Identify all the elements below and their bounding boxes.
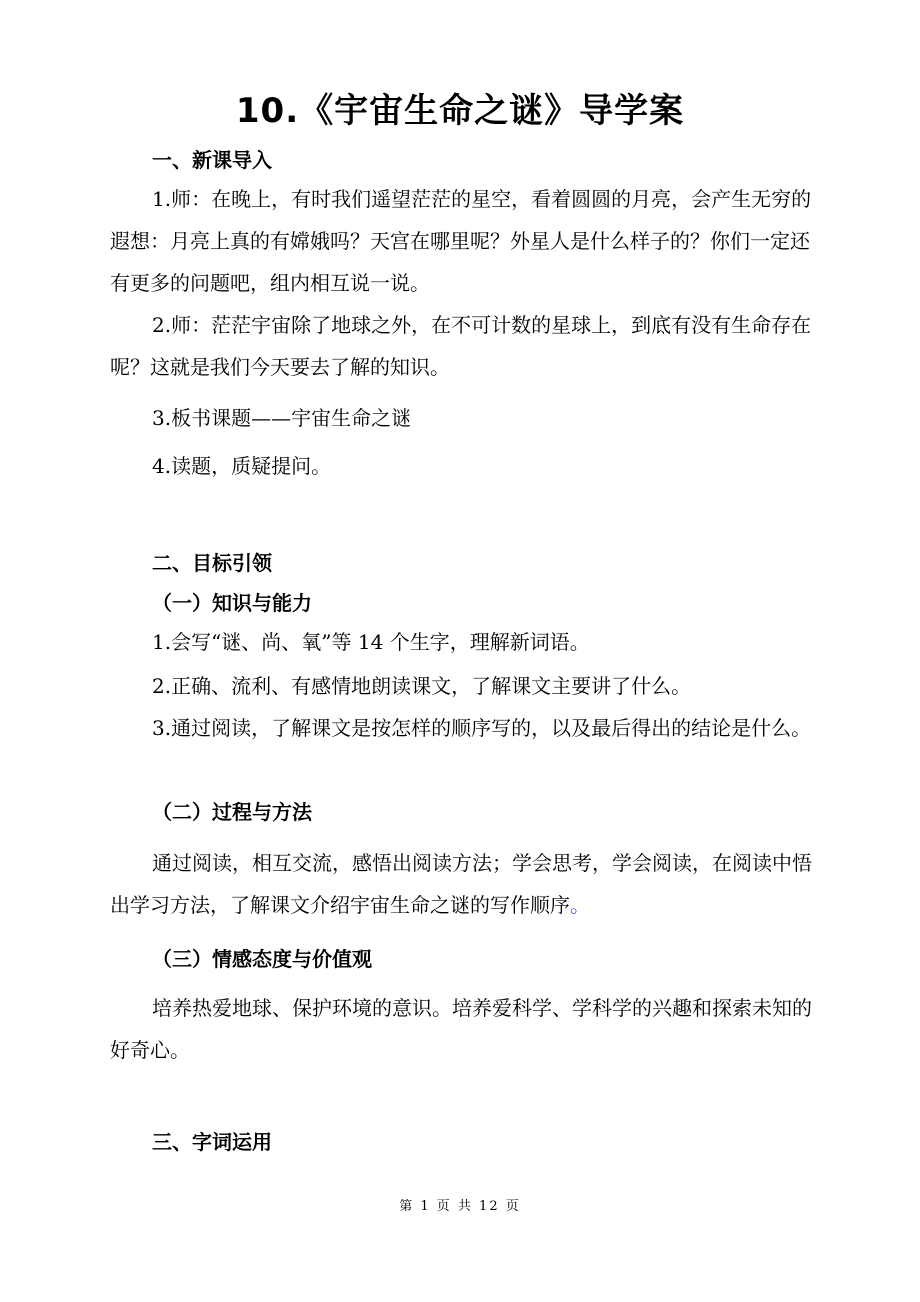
section-heading-vocabulary: 三、字词运用 <box>152 1130 272 1154</box>
method-text: 通过阅读，相互交流，感悟出阅读方法；学会思考，学会阅读，在阅读中悟出学习方法，了解课文介绍宇宙生命之谜的写作顺序 <box>110 851 812 917</box>
goal-item-1: 1.会写“谜、尚、氧”等 14 个生字，理解新词语。 <box>152 630 590 654</box>
section-heading-goals: 二、目标引领 <box>152 551 272 575</box>
page-number: 第 1 页 共 12 页 <box>399 1199 521 1214</box>
goal-item-3: 3.通过阅读，了解课文是按怎样的顺序写的，以及最后得出的结论是什么。 <box>152 716 812 740</box>
section-heading-intro: 一、新课导入 <box>152 148 272 172</box>
paragraph-intro-3: 3.板书课题——宇宙生命之谜 <box>152 406 412 430</box>
paragraph-intro-2: 2.师：茫茫宇宙除了地球之外，在不可计数的星球上，到底有没有生命存在呢？这就是我们今天要去了解的知识。 <box>110 313 812 379</box>
subheading-method: （二）过程与方法 <box>152 800 312 824</box>
goal-item-2: 2.正确、流利、有感情地朗读课文，了解课文主要讲了什么。 <box>152 674 692 698</box>
paragraph-method <box>110 842 812 926</box>
paragraph-intro-1: 1.师：在晚上，有时我们遥望茫茫的星空，看着圆圆的月亮，会产生无穷的遐想：月亮上真的有嫦娥吗？天宫在哪里呢？外星人是什么样子的？你们一定还有更多的问题吧，组内相互说一说。 <box>110 187 812 295</box>
subheading-knowledge: （一）知识与能力 <box>152 591 312 615</box>
method-end-mark: 。 <box>570 893 590 917</box>
subheading-emotion: （三）情感态度与价值观 <box>152 947 372 971</box>
paragraph-emotion: 培养热爱地球、保护环境的意识。培养爱科学、学科学的兴趣和探索未知的好奇心。 <box>110 996 812 1062</box>
paragraph-intro-4: 4.读题，质疑提问。 <box>152 454 332 478</box>
page-title: 10.《宇宙生命之谜》导学案 <box>235 91 685 131</box>
